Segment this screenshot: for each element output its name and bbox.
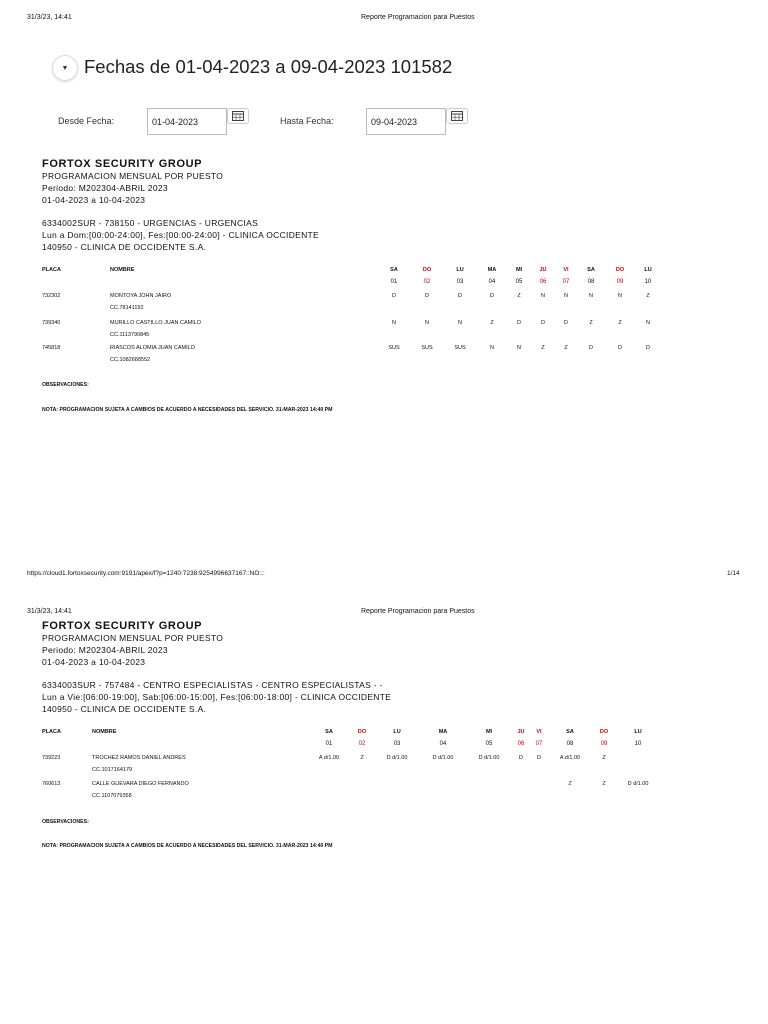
row-shift-cell: N <box>517 345 521 351</box>
row-shift-cell: D d/1.00 <box>386 755 408 761</box>
row-placa: 739223 <box>42 755 61 761</box>
row-shift-cell: D <box>618 345 622 351</box>
footer-url: https://cloud1.fortoxsecurity.com:9191/apex/f?p=1240:7238:9254996637167::NO::: <box>27 570 265 577</box>
row-shift-cell: A d/1.00 <box>318 755 340 761</box>
observaciones-label: OBSERVACIONES: <box>42 819 89 825</box>
day-number-header: 10 <box>634 741 642 747</box>
day-name-header: DO <box>599 729 609 735</box>
row-shift-cell: Z <box>589 320 593 326</box>
post-line-1: 6334002SUR - 738150 - URGENCIAS - URGENCIAS <box>42 218 259 228</box>
print-header-date: 31/3/23, 14:41 <box>27 14 72 21</box>
row-nombre: TROCHEZ RAMOS DANIEL ANDRES <box>92 755 186 761</box>
day-name-header: DO <box>422 267 432 273</box>
day-name-header: SA <box>390 267 398 273</box>
day-name-header: DO <box>615 267 625 273</box>
day-number-header: 08 <box>587 279 595 285</box>
day-number-header: 06 <box>517 741 525 747</box>
calendar-icon <box>232 111 244 121</box>
col-header-nombre: NOMBRE <box>92 729 117 735</box>
row-shift-cell: N <box>646 320 650 326</box>
day-number-header: 05 <box>485 741 493 747</box>
row-shift-cell: D <box>564 320 568 326</box>
row-placa: 745818 <box>42 345 61 351</box>
triangle-down-icon: ▼ <box>61 64 69 72</box>
row-shift-cell: D d/1.00 <box>627 781 649 787</box>
post-line-3: 140950 - CLINICA DE OCCIDENTE S.A. <box>42 704 207 714</box>
day-name-header: SA <box>587 267 595 273</box>
day-name-header: JU <box>539 267 547 273</box>
row-shift-cell: D <box>392 293 396 299</box>
nota-text: NOTA: PROGRAMACION SUJETA A CAMBIOS DE ACUERDO A NECESIDADES DEL SERVICIO. 31-MAR-2023 14:40 PM <box>42 407 333 413</box>
post-line-2: Lun a Vie:[06:00-19:00], Sab:[06:00-15:00], Fes:[06:00-18:00] - CLINICA OCCIDENTE <box>42 692 392 702</box>
row-shift-cell: N <box>589 293 593 299</box>
row-shift-cell: D d/1.00 <box>478 755 500 761</box>
row-shift-cell: D <box>517 320 521 326</box>
observaciones-label: OBSERVACIONES: <box>42 382 89 388</box>
hasta-fecha-input[interactable]: 09-04-2023 <box>366 108 446 135</box>
row-cc: CC.1113790845 <box>110 332 150 338</box>
day-number-header: 07 <box>562 279 570 285</box>
print-header-title: Reporte Programacion para Puestos <box>361 608 475 615</box>
row-shift-cell: D <box>519 755 523 761</box>
nota-text: NOTA: PROGRAMACION SUJETA A CAMBIOS DE ACUERDO A NECESIDADES DEL SERVICIO. 31-MAR-2023 14:40 PM <box>42 843 333 849</box>
day-number-header: 04 <box>439 741 447 747</box>
row-shift-cell: D <box>646 345 650 351</box>
report-subtitle: PROGRAMACION MENSUAL POR PUESTO <box>42 171 224 181</box>
row-shift-cell: D d/1.00 <box>432 755 454 761</box>
row-nombre: CALLE GUEVARA DIEGO FERNANDO <box>92 781 189 787</box>
day-name-header: MI <box>515 267 523 273</box>
row-shift-cell: N <box>564 293 568 299</box>
day-number-header: 08 <box>566 741 574 747</box>
row-shift-cell: N <box>392 320 396 326</box>
row-shift-cell: Z <box>602 755 606 761</box>
row-placa: 760613 <box>42 781 61 787</box>
day-name-header: VI <box>536 729 542 735</box>
day-number-header: 02 <box>423 279 431 285</box>
day-number-header: 09 <box>600 741 608 747</box>
row-placa: 732302 <box>42 293 61 299</box>
row-shift-cell: A d/1.00 <box>559 755 581 761</box>
row-shift-cell: SUS <box>454 345 466 351</box>
row-shift-cell: N <box>458 320 462 326</box>
day-name-header: SA <box>325 729 333 735</box>
row-shift-cell: D <box>490 293 494 299</box>
post-line-2: Lun a Dom:[00:00-24:00], Fes:[00:00-24:00] - CLINICA OCCIDENTE <box>42 230 320 240</box>
print-header-date: 31/3/23, 14:41 <box>27 608 72 615</box>
post-line-3: 140950 - CLINICA DE OCCIDENTE S.A. <box>42 242 207 252</box>
row-shift-cell: Z <box>646 293 650 299</box>
day-name-header: SA <box>566 729 574 735</box>
day-number-header: 03 <box>456 279 464 285</box>
row-shift-cell: N <box>541 293 545 299</box>
row-shift-cell: D <box>425 293 429 299</box>
day-number-header: 07 <box>535 741 543 747</box>
row-shift-cell: D <box>541 320 545 326</box>
day-name-header: MA <box>438 729 448 735</box>
day-number-header: 03 <box>393 741 401 747</box>
day-number-header: 01 <box>390 279 398 285</box>
row-placa: 739340 <box>42 320 61 326</box>
desde-calendar-button[interactable] <box>227 108 249 124</box>
desde-fecha-label: Desde Fecha: <box>58 116 115 126</box>
row-nombre: RIASCOS ALOMIA JUAN CAMILO <box>110 345 195 351</box>
report-range: 01-04-2023 a 10-04-2023 <box>42 195 146 205</box>
print-header-title: Reporte Programacion para Puestos <box>361 14 475 21</box>
day-name-header: MI <box>485 729 493 735</box>
day-number-header: 01 <box>325 741 333 747</box>
row-shift-cell: SUS <box>388 345 400 351</box>
row-shift-cell: Z <box>568 781 572 787</box>
row-cc: CC.1107079358 <box>92 793 132 799</box>
day-number-header: 02 <box>358 741 366 747</box>
hasta-fecha-label: Hasta Fecha: <box>280 116 334 126</box>
row-nombre: MONTOYA JOHN JAIRO <box>110 293 172 299</box>
row-cc: CC.78141192 <box>110 305 144 311</box>
report-periodo: Periodo: M202304-ABRIL 2023 <box>42 183 168 193</box>
row-nombre: MURILLO CASTILLO JUAN CAMILO <box>110 320 202 326</box>
row-shift-cell: Z <box>490 320 494 326</box>
row-shift-cell: N <box>490 345 494 351</box>
row-shift-cell: N <box>425 320 429 326</box>
company-name: FORTOX SECURITY GROUP <box>42 620 203 632</box>
report-periodo: Periodo: M202304-ABRIL 2023 <box>42 645 168 655</box>
row-shift-cell: D <box>537 755 541 761</box>
row-shift-cell: Z <box>618 320 622 326</box>
report-subtitle: PROGRAMACION MENSUAL POR PUESTO <box>42 633 224 643</box>
day-name-header: MA <box>487 267 497 273</box>
day-name-header: VI <box>563 267 569 273</box>
day-number-header: 04 <box>488 279 496 285</box>
page-title: Fechas de 01-04-2023 a 09-04-2023 101582 <box>84 56 453 77</box>
day-name-header: LU <box>644 267 652 273</box>
row-shift-cell: Z <box>602 781 606 787</box>
col-header-placa: PLACA <box>42 729 61 735</box>
calendar-icon <box>451 111 463 121</box>
row-shift-cell: D <box>458 293 462 299</box>
row-cc: CC.1082688552 <box>110 357 151 363</box>
hasta-calendar-button[interactable] <box>446 108 468 124</box>
col-header-nombre: NOMBRE <box>110 267 135 273</box>
row-shift-cell: D <box>589 345 593 351</box>
day-name-header: LU <box>634 729 642 735</box>
day-name-header: LU <box>456 267 464 273</box>
row-shift-cell: SUS <box>421 345 433 351</box>
day-number-header: 10 <box>644 279 652 285</box>
collapse-toggle-button[interactable] <box>52 55 78 81</box>
report-range: 01-04-2023 a 10-04-2023 <box>42 657 146 667</box>
day-name-header: DO <box>357 729 367 735</box>
footer-page-number: 1/14 <box>727 570 740 577</box>
day-number-header: 09 <box>616 279 624 285</box>
company-name: FORTOX SECURITY GROUP <box>42 158 203 170</box>
row-shift-cell: N <box>618 293 622 299</box>
day-number-header: 05 <box>515 279 523 285</box>
row-shift-cell: Z <box>360 755 364 761</box>
day-name-header: JU <box>517 729 525 735</box>
day-number-header: 06 <box>539 279 547 285</box>
col-header-placa: PLACA <box>42 267 61 273</box>
row-cc: CC.1017164179 <box>92 767 133 773</box>
row-shift-cell: Z <box>517 293 521 299</box>
desde-fecha-input[interactable]: 01-04-2023 <box>147 108 227 135</box>
day-name-header: LU <box>393 729 401 735</box>
row-shift-cell: Z <box>564 345 568 351</box>
row-shift-cell: Z <box>541 345 545 351</box>
post-line-1: 6334003SUR - 757484 - CENTRO ESPECIALISTAS - CENTRO ESPECIALISTAS - - <box>42 680 383 690</box>
